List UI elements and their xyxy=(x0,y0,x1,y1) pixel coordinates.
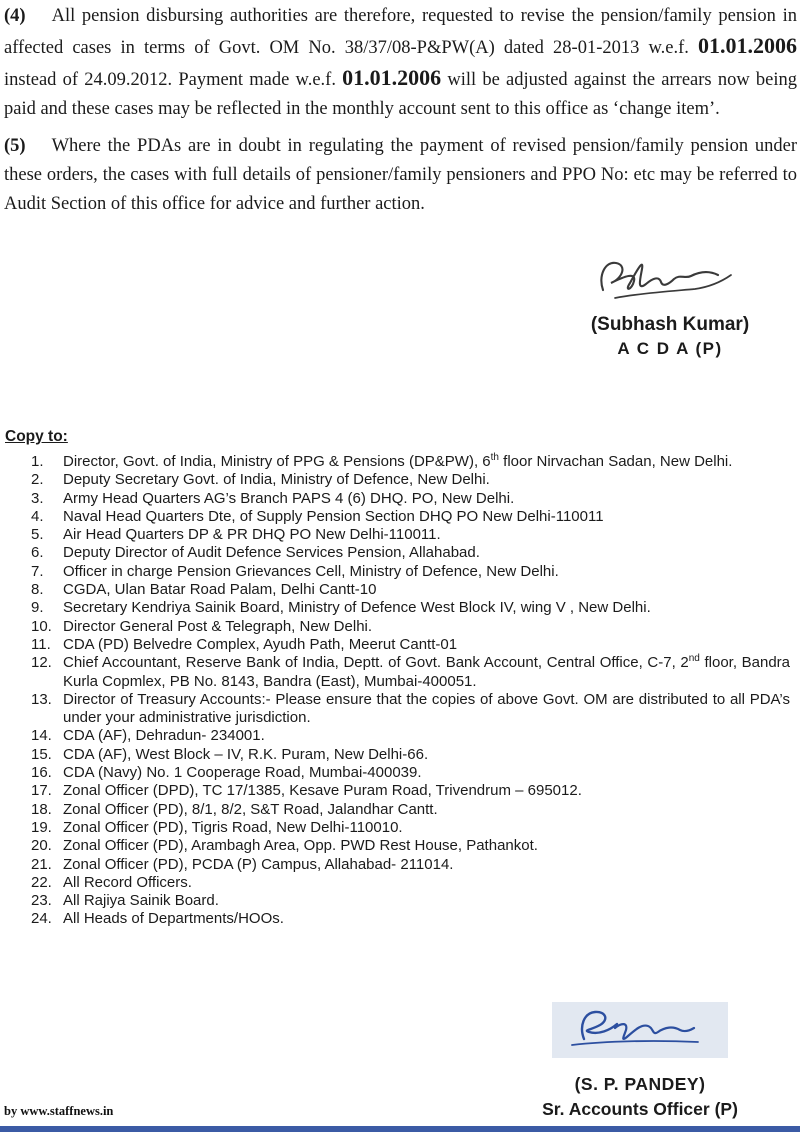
copy-to-item xyxy=(5,453,790,471)
copy-to-item-number: 16. xyxy=(31,764,52,782)
copy-to-item-number: 6. xyxy=(31,544,44,562)
copy-to-item-number: 4. xyxy=(31,507,44,525)
copy-to-item xyxy=(5,581,790,599)
copy-to-item-number: 11. xyxy=(31,635,51,653)
para-4-text-2: instead of 24.09.2012. Payment made w.e.f. xyxy=(4,70,343,90)
memo-body xyxy=(4,2,797,219)
copy-to-item-text: Secretary Kendriya Sainik Board, Ministry of Defence West Block IV, wing V , New Delhi. xyxy=(63,599,651,617)
copy-to-item-number: 24. xyxy=(31,910,52,928)
copy-to-item-number: 5. xyxy=(31,526,44,544)
copy-to-item-number: 9. xyxy=(31,599,44,617)
copy-to-item xyxy=(5,764,790,782)
copy-to-item-text: Officer in charge Pension Grievances Cell, Ministry of Defence, New Delhi. xyxy=(63,562,559,580)
copy-to-item xyxy=(5,654,790,691)
pandey-signature-image xyxy=(554,1003,726,1057)
watermark-staffnews: by www.staffnews.in xyxy=(4,1104,114,1118)
copy-to-item xyxy=(5,782,790,800)
copy-to-item-number: 10. xyxy=(31,617,52,635)
copy-to-item xyxy=(5,910,790,928)
para-4-date-1: 01.01.2006 xyxy=(698,33,797,58)
copy-to-item xyxy=(5,819,790,837)
copy-to-item-text: CDA (PD) Belvedre Complex, Ayudh Path, Meerut Cantt-01 xyxy=(63,635,458,653)
copy-to-item xyxy=(5,599,790,617)
copy-to-item-number: 17. xyxy=(31,782,52,800)
signatory-title-2: Sr. Accounts Officer (P) xyxy=(542,1099,738,1119)
para-5-number: (5) xyxy=(4,136,26,156)
copy-to-heading: Copy to: xyxy=(5,428,68,445)
copy-to-section xyxy=(5,428,790,929)
copy-to-item-number: 7. xyxy=(31,562,44,580)
copy-to-item xyxy=(5,801,790,819)
copy-to-item-number: 18. xyxy=(31,800,52,818)
para-5-text: Where the PDAs are in doubt in regulating the payment of revised pension/family pension under these orders, the cases with full details of pensioner/family pensioners and PPO No: etc may be referred to Audit Section of this office for advice and further action. xyxy=(4,136,797,214)
copy-to-item-number: 12. xyxy=(31,654,52,672)
pandey-signature-background xyxy=(552,1002,728,1058)
bottom-border-line xyxy=(0,1126,800,1132)
pandey-signature-stroke xyxy=(572,1041,698,1045)
pandey-signature-stroke xyxy=(615,1024,694,1039)
copy-to-item xyxy=(5,636,790,654)
copy-to-item-text: Director, Govt. of India, Ministry of PPG & Pensions (DP&PW), 6th floor Nirvachan Sadan, New Delhi. xyxy=(63,452,733,470)
copy-to-item-text: CDA (AF), Dehradun- 234001. xyxy=(63,727,265,745)
copy-to-item-number: 23. xyxy=(31,892,52,910)
copy-to-item-number: 3. xyxy=(31,489,44,507)
copy-to-item xyxy=(5,544,790,562)
copy-to-item-text: Deputy Director of Audit Defence Services Pension, Allahabad. xyxy=(63,544,480,562)
copy-to-item-text: Director of Treasury Accounts:- Please ensure that the copies of above Govt. OM are distributed to all PDA’s under your administrative jurisdiction. xyxy=(63,690,790,727)
copy-to-item xyxy=(5,727,790,745)
copy-to-item-text: CGDA, Ulan Batar Road Palam, Delhi Cantt-10 xyxy=(63,581,377,599)
copy-to-item-number: 8. xyxy=(31,581,44,599)
paragraph-4 xyxy=(4,2,797,124)
copy-to-item xyxy=(5,508,790,526)
copy-to-item-text: Naval Head Quarters Dte, of Supply Pension Section DHQ PO New Delhi-110011 xyxy=(63,507,604,525)
copy-to-item-text: Director General Post & Telegraph, New Delhi. xyxy=(63,617,373,635)
para-4-text-1: All pension disbursing authorities are therefore, requested to revise the pension/family pension in affected cases in terms of Govt. OM No. 38/37/08-P&PW(A) dated 28-01-2013 w.e.f. xyxy=(4,6,797,58)
paragraph-5 xyxy=(4,132,797,219)
signature-block-sp-pandey xyxy=(510,1002,770,1120)
copy-to-item-text: All Heads of Departments/HOOs. xyxy=(63,910,284,928)
copy-to-item xyxy=(5,490,790,508)
copy-to-item-text: All Rajiya Sainik Board. xyxy=(63,892,219,910)
copy-to-item-text: Deputy Secretary Govt. of India, Ministry of Defence, New Delhi. xyxy=(63,471,490,489)
copy-to-item-text: Air Head Quarters DP & PR DHQ PO New Delhi-110011. xyxy=(63,526,441,544)
para-4-text-3: will be adjusted against the arrears now being paid and these cases may be reflected in the monthly account sent to this office as ‘change item’. xyxy=(4,70,797,119)
copy-to-item-text: CDA (Navy) No. 1 Cooperage Road, Mumbai-400039. xyxy=(63,764,422,782)
copy-to-item-number: 21. xyxy=(31,855,52,873)
copy-to-item xyxy=(5,618,790,636)
copy-to-item xyxy=(5,856,790,874)
para-4-number: (4) xyxy=(4,6,26,26)
copy-to-item-text: Army Head Quarters AG’s Branch PAPS 4 (6) DHQ. PO, New Delhi. xyxy=(63,489,515,507)
copy-to-item-text: Zonal Officer (PD), PCDA (P) Campus, Allahabad- 211014. xyxy=(63,855,454,873)
copy-to-item-number: 13. xyxy=(31,690,52,708)
copy-to-item xyxy=(5,526,790,544)
copy-to-item xyxy=(5,563,790,581)
copy-to-item-text: CDA (AF), West Block – IV, R.K. Puram, New Delhi-66. xyxy=(63,745,429,763)
signatory-name-1: (Subhash Kumar) xyxy=(590,314,750,335)
copy-to-item-text: All Record Officers. xyxy=(63,873,192,891)
signature-block-subhash-kumar xyxy=(545,250,795,359)
copy-to-item-text: Zonal Officer (PD), 8/1, 8/2, S&T Road, Jalandhar Cantt. xyxy=(63,800,438,818)
copy-to-item-number: 22. xyxy=(31,873,52,891)
copy-to-item-number: 1. xyxy=(31,453,44,470)
copy-to-item-text: Zonal Officer (PD), Tigris Road, New Delhi-110010. xyxy=(63,818,403,836)
copy-to-item-number: 2. xyxy=(31,471,44,489)
signatory-name-2: (S. P. PANDEY) xyxy=(574,1074,706,1094)
copy-to-item xyxy=(5,837,790,855)
signatory-title-1: A C D A (P) xyxy=(617,339,723,358)
copy-to-item-number: 20. xyxy=(31,837,52,855)
para-4-date-2: 01.01.2006 xyxy=(342,65,442,90)
copy-to-item-number: 14. xyxy=(31,727,52,745)
copy-to-item xyxy=(5,892,790,910)
copy-to-item-text: Zonal Officer (PD), Arambagh Area, Opp. PWD Rest House, Pathankot. xyxy=(63,837,538,855)
copy-to-item-number: 19. xyxy=(31,818,52,836)
copy-to-item xyxy=(5,471,790,489)
copy-to-list xyxy=(5,453,790,929)
copy-to-item xyxy=(5,691,790,728)
copy-to-item xyxy=(5,874,790,892)
copy-to-item-text: Chief Accountant, Reserve Bank of India, Deptt. of Govt. Bank Account, Central Office, C-7, 2nd floor, Bandra Kurla Copmlex, PB No. 8143, Bandra (East), Mumbai-400051. xyxy=(63,653,790,690)
copy-to-item-number: 15. xyxy=(31,745,52,763)
copy-to-item xyxy=(5,746,790,764)
pandey-signature-stroke xyxy=(582,1012,617,1039)
copy-to-item-text: Zonal Officer (DPD), TC 17/1385, Kesave Puram Road, Trivendrum – 695012. xyxy=(63,782,582,800)
subhash-signature-stroke xyxy=(601,263,718,290)
subhash-kumar-signature-image xyxy=(585,250,755,312)
